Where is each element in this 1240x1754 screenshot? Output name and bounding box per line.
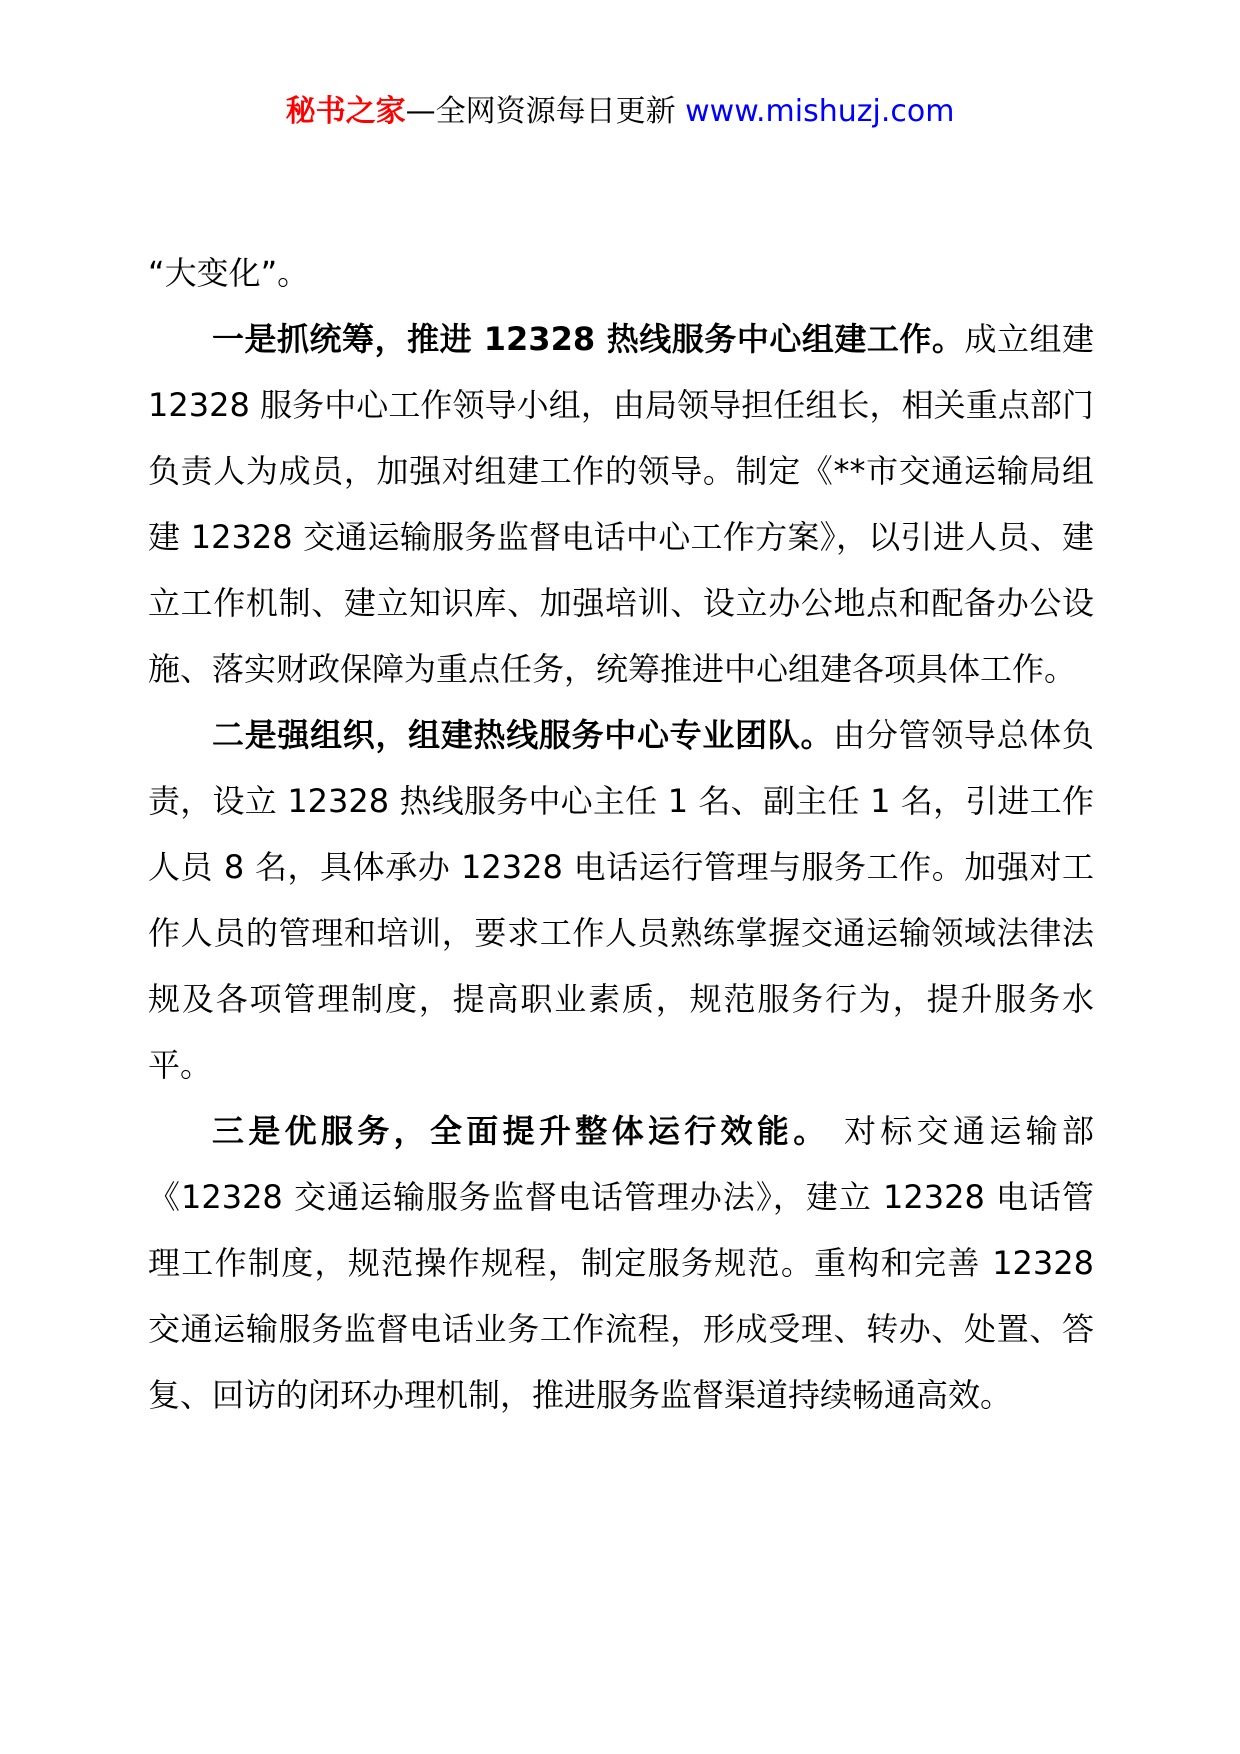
page-header [0,92,1240,132]
brand-name: 秘书之家 [285,94,406,129]
paragraph-lead: 三是优服务，全面提升整体运行效能。 [212,1112,830,1150]
header-url[interactable]: www.mishuzj.com [685,94,955,129]
paragraph-lead: 一是抓统筹，推进 12328 热线服务中心组建工作。 [212,320,965,358]
paragraph-text: 对标交通运输部《12328 交通运输服务监督电话管理办法》，建立 12328 电话管理工作制度，规范操作规程，制定服务规范。重构和完善 12328 交通运输服务监督电话业务工作流程，形成受理、转办、处置、答复、回访的闭环办理机制，推进服务监督渠道持续畅通高效。 [148,1112,1094,1414]
paragraph-text: 成立组建 12328 服务中心工作领导小组，由局领导担任组长，相关重点部门负责人为成员，加强对组建工作的领导。制定《**市交通运输局组建 12328 交通运输服务监督电话中心工作方案》，以引进人员、建立工作机制、建立知识库、加强培训、设立办公地点和配备办公设施、落实财政保障为重点任务，统筹推进中心组建各项具体工作。 [148,320,1094,688]
paragraph-item-1 [148,306,1094,702]
paragraph-continuation [148,240,1094,306]
document-body [148,240,1094,1428]
paragraph-text: “大变化”。 [148,254,310,292]
paragraph-item-3 [148,1098,1094,1428]
header-tagline: —全网资源每日更新 [405,94,686,129]
paragraph-lead: 二是强组织，组建热线服务中心专业团队。 [212,716,834,754]
paragraph-item-2 [148,702,1094,1098]
paragraph-text: 由分管领导总体负责，设立 12328 热线服务中心主任 1 名、副主任 1 名，引进工作人员 8 名，具体承办 12328 电话运行管理与服务工作。加强对工作人员的管理和培训，要求工作人员熟练掌握交通运输领域法律法规及各项管理制度，提高职业素质，规范服务行为，提升服务水平。 [148,716,1094,1084]
